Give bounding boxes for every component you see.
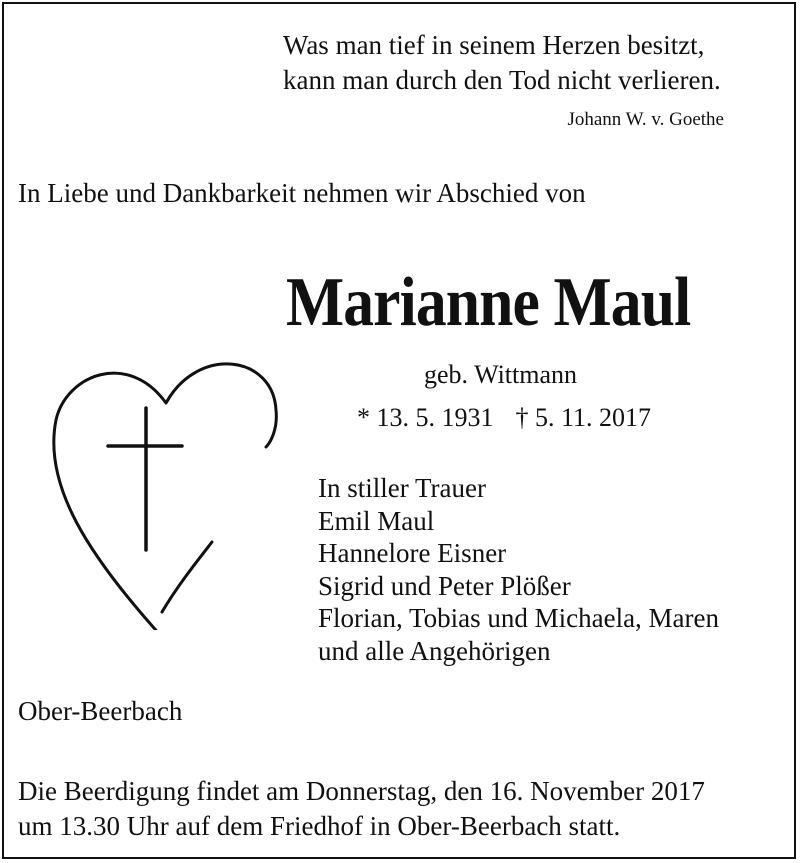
life-dates — [357, 405, 651, 431]
death-date: † 5. 11. 2017 — [515, 403, 652, 432]
quote-line-2: kann man durch den Tod nicht verlieren. — [283, 65, 721, 95]
mourner-line: Florian, Tobias und Michaela, Maren — [318, 603, 720, 633]
mourner-line: Hannelore Eisner — [318, 538, 507, 568]
mourner-line: Emil Maul — [318, 505, 435, 536]
mourner-line: In stiller Trauer — [318, 473, 486, 503]
quote-line-1: Was man tief in seinem Herzen besitzt, — [283, 30, 705, 60]
mourners-list — [318, 472, 719, 667]
birth-date: * 13. 5. 1931 — [357, 403, 494, 432]
funeral-line-1: Die Beerdigung findet am Donnerstag, den 16. November 2017 — [18, 776, 705, 806]
mourner-line: und alle Angehörigen — [318, 635, 551, 666]
mourner-line: Sigrid und Peter Plößer — [318, 570, 571, 601]
funeral-line-2: um 13.30 Uhr auf dem Friedhof in Ober-Beerbach statt. — [18, 811, 621, 841]
intro-text: In Liebe und Dankbarkeit nehmen wir Abschied von — [18, 178, 586, 208]
heart-with-cross-icon — [48, 360, 288, 630]
deceased-name: Marianne Maul — [286, 264, 691, 341]
place-name: Ober-Beerbach — [18, 696, 183, 726]
quote-author: Johann W. v. Goethe — [567, 109, 724, 130]
birth-name: geb. Wittmann — [424, 360, 578, 389]
